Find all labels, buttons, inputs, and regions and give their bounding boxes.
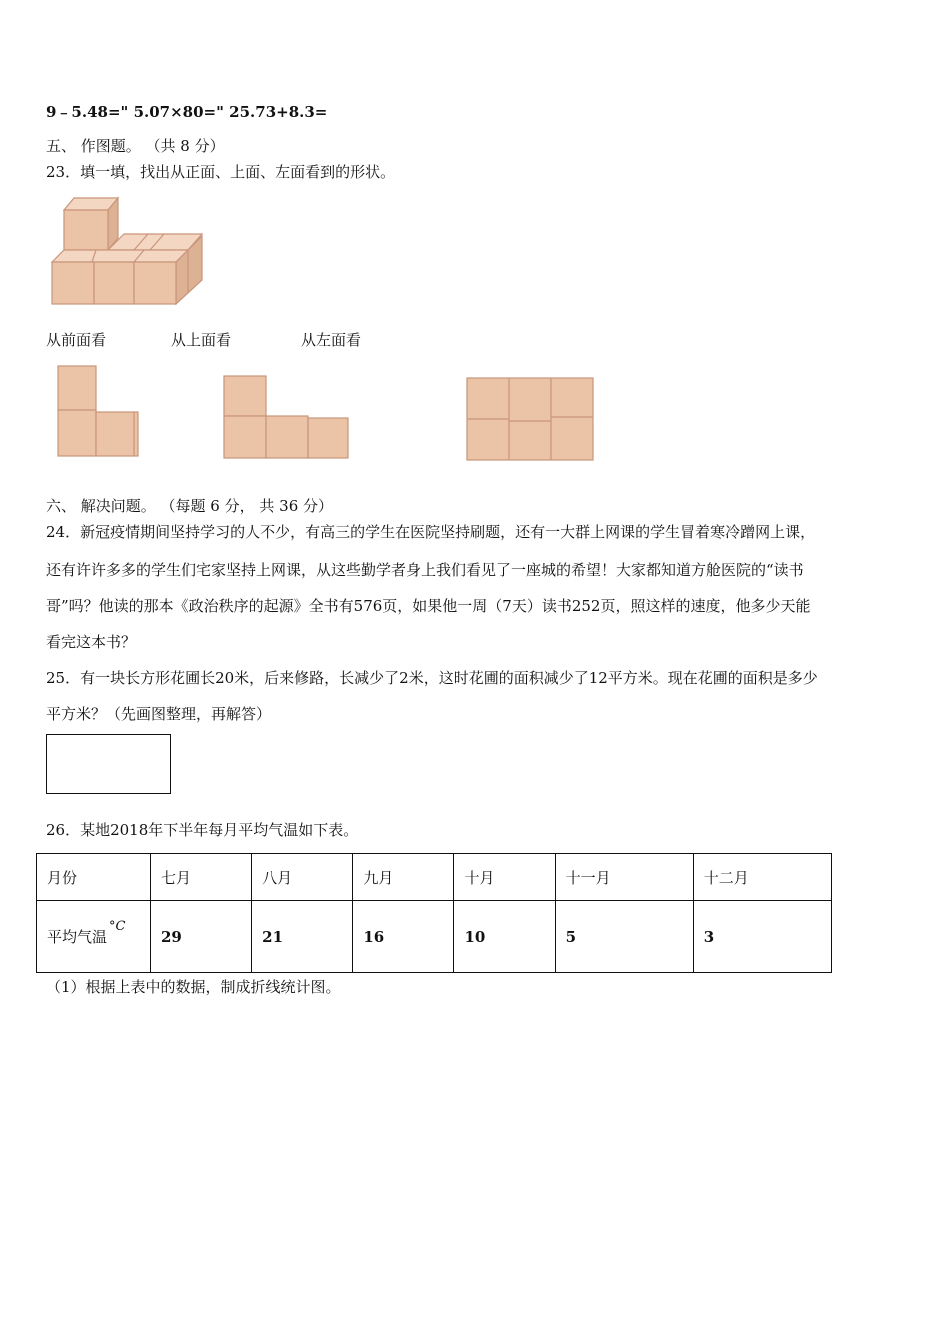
header-month-cell: 九月: [353, 854, 454, 901]
temperature-value-cell: 16: [353, 901, 454, 973]
temperature-value-cell: 5: [555, 901, 693, 973]
section-5-heading: 五、 作图题。 （共 8 分）: [46, 137, 225, 155]
table-header-row: [37, 854, 832, 901]
question-26-text: 26．某地2018年下半年每月平均气温如下表。: [46, 821, 359, 839]
front-view-shape: [56, 364, 142, 460]
question-24-line-2: 还有许许多多的学生们宅家坚持上网课，从这些勤学者身上我们看见了一座城的希望！大家都知道方舱医院的“读书: [46, 561, 804, 579]
temperature-label-text: 平均气温: [47, 928, 108, 947]
question-25-line-1: 25．有一块长方形花圃长20米，后来修路，长减少了2米，这时花圃的面积减少了12平方米。现在花圃的面积是多少: [46, 669, 818, 687]
temperature-value-cell: 29: [151, 901, 252, 973]
header-month-cell: 十一月: [555, 854, 693, 901]
caption-top-view: 从上面看: [171, 331, 232, 349]
table-value-row: [37, 901, 832, 973]
question-24-line-3: 哥”吗？他读的那本《政治秩序的起源》全书有576页，如果他一周（7天）读书252页，照这样的速度，他多少天能: [46, 597, 811, 615]
question-25-line-2: 平方米？（先画图整理，再解答）: [46, 705, 272, 723]
section-6-heading: 六、 解决问题。 （每题 6 分， 共 36 分）: [46, 497, 334, 515]
top-view-shape: [222, 374, 352, 462]
header-month-label: 月份: [37, 854, 151, 901]
caption-front-view: 从前面看: [46, 331, 107, 349]
question-26-sub-1: （1）根据上表中的数据，制成折线统计图。: [46, 978, 341, 996]
temperature-value-cell: 10: [454, 901, 555, 973]
rectangle-sketch-box: [46, 734, 171, 794]
header-month-cell: 十月: [454, 854, 555, 901]
header-month-cell: 十二月: [693, 854, 831, 901]
temperature-value-cell: 21: [252, 901, 353, 973]
celsius-unit: °C: [109, 919, 126, 935]
question-24-line-1: 24．新冠疫情期间坚持学习的人不少，有高三的学生在医院坚持刷题，还有一大群上网课的学生冒着寒冷蹭网上课，: [46, 523, 816, 541]
left-view-shape: [466, 377, 594, 461]
header-month-cell: 八月: [252, 854, 353, 901]
question-23-text: 23．填一填，找出从正面、上面、左面看到的形状。: [46, 163, 396, 181]
caption-left-view: 从左面看: [301, 331, 362, 349]
header-month-cell: 七月: [151, 854, 252, 901]
temperature-value-cell: 3: [693, 901, 831, 973]
question-24-line-4: 看完这本书？: [46, 633, 137, 651]
row-temperature-label: [37, 901, 151, 973]
calc-line: 9﹣5.48=" 5.07×80=" 25.73+8.3=: [46, 103, 328, 121]
cube-stack-illustration: [46, 196, 206, 308]
temperature-table: [36, 853, 832, 973]
